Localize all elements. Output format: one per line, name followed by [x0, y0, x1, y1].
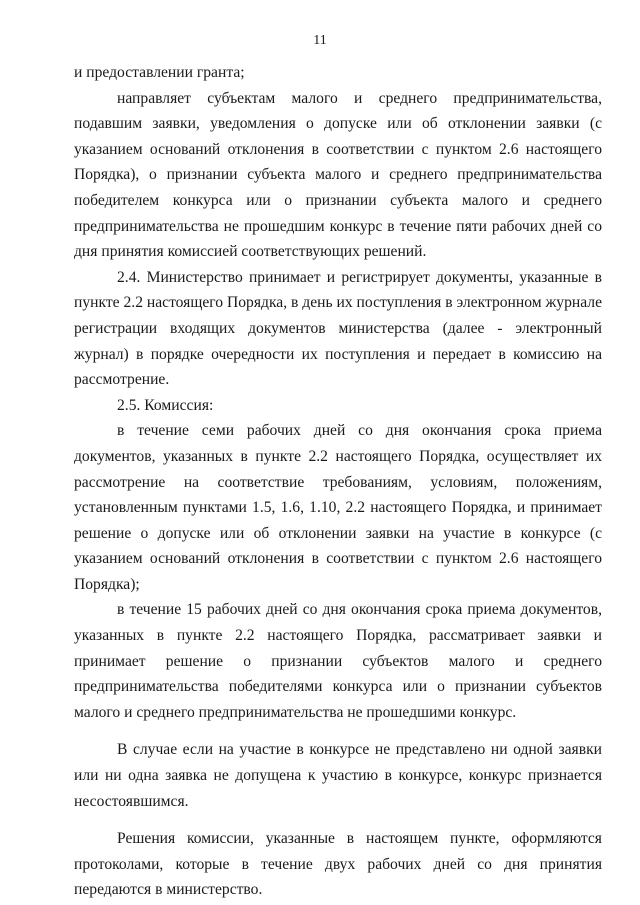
paragraph-contest-failed: В случае если на участие в конкурсе не представлено ни одной заявки или ни одна заявка не допущена к участию в конкурсе, конкурс признается несостоявшимся. — [74, 741, 602, 810]
paragraph-notifications: направляет субъектам малого и среднего предпринимательства, подавшим заявки, уведомления о допуске или об отклонении заявки (с указанием оснований отклонения в соответствии с пунктом 2.6 настоящего Порядка), о признании субъекта малого и среднего предпринимательства победителем конкурса или о признании субъекта малого и среднего предпринимательства не прошедшим конкурс в течение пяти рабочих дней со дня принятия комиссией соответствующих решений. — [74, 89, 602, 261]
page-number: 11 — [313, 33, 327, 48]
paragraph-commission-decisions: Решения комиссии, указанные в настоящем пункте, оформляются протоколами, которые в течение двух рабочих дней со дня принятия передаются в министерство. — [74, 830, 602, 899]
paragraph-grant-continuation: и предоставлении гранта; — [74, 64, 245, 81]
paragraph-2-5-heading: 2.5. Комиссия: — [117, 396, 214, 414]
document-body — [74, 60, 602, 903]
paragraph-seven-days: в течение семи рабочих дней со дня окончания срока приема документов, указанных в пункте 2.2 настоящего Порядка, осуществляет их рассмотрение на соответствие требованиям, условиям, положениям, установленным пунктами 1.5, 1.6, 1.10, 2.2 настоящего Порядка, и принимает решение о допуске или об отклонении заявки на участие в конкурсе (с указанием оснований отклонения в соответствии с пунктом 2.6 настоящего Порядка); — [74, 422, 602, 593]
paragraph-2-4: 2.4. Министерство принимает и регистрирует документы, указанные в пункте 2.2 настоящего Порядка, в день их поступления в электронном журнале регистрации входящих документов министерства (далее - электронный журнал) в порядке очередности их поступления и передает в комиссию на рассмотрение. — [74, 268, 602, 389]
paragraph-fifteen-days: в течение 15 рабочих дней со дня окончания срока приема документов, указанных в пункте 2.2 настоящего Порядка, рассматривает заявки и принимает решение о признании субъектов малого и среднего предпринимательства победителями конкурса или о признании субъектов малого и среднего предпринимательства не прошедшими конкурс. — [74, 601, 602, 721]
